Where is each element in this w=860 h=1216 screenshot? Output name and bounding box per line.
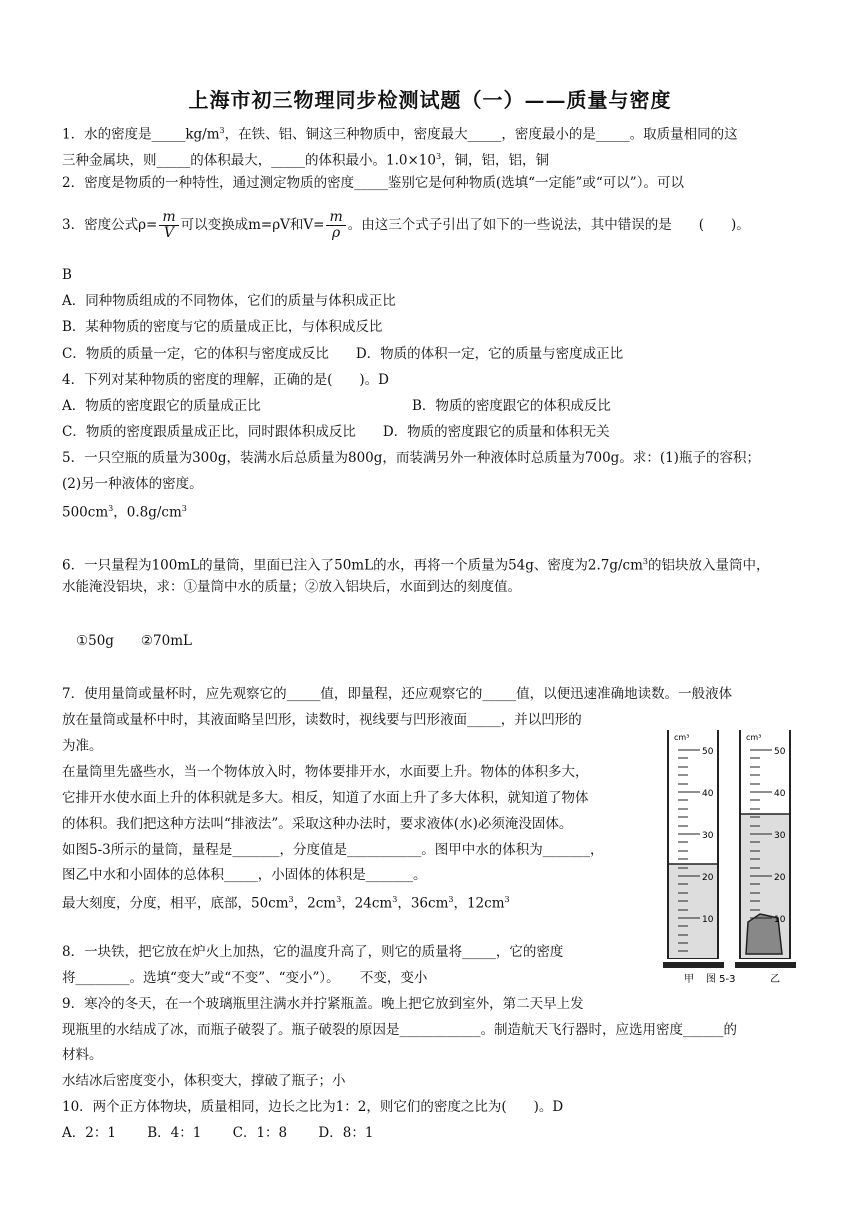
q6-answer: ①50g ②70mL: [76, 633, 192, 649]
q3-text-c: 。由这三个式子引出了如下的一些说法，其中错误的是 ( )。: [347, 217, 750, 233]
question-9-line-3: 材料。: [62, 1047, 103, 1063]
q7-ans-e: ，12cm: [453, 895, 505, 912]
question-7-line-4: 在量筒里先盛些水，当一个物体放入时，物体要排开水，水面要上升。物体的体积多大，: [62, 764, 589, 780]
question-1-line-2: [62, 148, 549, 170]
q7-ans-c: ，24cm: [341, 895, 393, 912]
q5-answer: [62, 500, 187, 522]
question-6-line-1: [62, 553, 770, 575]
tick-label-30: 30: [774, 831, 786, 841]
q6-text-a: 6．一只量程为100mL的量筒，里面已注入了50mL的水，再将一个质量为54g、密度为2.7g/cm: [62, 557, 643, 574]
q3-text-a: 3．密度公式ρ=: [62, 217, 158, 233]
q7-sup: 3: [448, 895, 454, 904]
question-7-line-5: 它排开水使水面上升的体积就是多大。相反，知道了水面上升了多大体积，就知道了物体: [62, 790, 589, 806]
question-1-line-1: [62, 122, 738, 144]
figure-caption: 图 5-3: [706, 974, 736, 985]
q3-option-b: B．某种物质的密度与它的质量成正比，与体积成反比: [62, 319, 383, 335]
question-3-formula-line: [62, 208, 750, 242]
q7-ans-d: ，36cm: [397, 895, 449, 912]
fraction-numerator: m: [159, 210, 178, 226]
unit-label-yi: cm³: [746, 733, 762, 742]
tick-label-30: 30: [702, 831, 714, 841]
figure-5-3: [660, 726, 810, 986]
tick-label-50: 50: [774, 747, 786, 757]
q1-sup: 3: [219, 126, 225, 135]
tick-label-40: 40: [774, 789, 786, 799]
tick-label-50: 50: [702, 747, 714, 757]
q6-sup: 3: [642, 557, 649, 566]
question-7-line-2: 放在量筒或量杯中时，其液面略呈凹形，读数时，视线要与凹形液面_____，并以凹形的: [62, 712, 582, 728]
q1-text-c: 三种金属块，则_____的体积最大，_____的体积最小。1.0×10: [62, 152, 436, 169]
q7-answer: [62, 891, 510, 913]
question-7-line-3: 为准。: [62, 738, 103, 754]
q7-sup: 3: [288, 895, 294, 904]
q10-options: A．2：1 B．4：1 C．1：8 D．8：1: [62, 1125, 374, 1141]
q3-answer: B: [62, 267, 72, 283]
tick-label-10: 10: [702, 915, 714, 925]
fraction-numerator: m: [326, 210, 345, 226]
q3-option-cd: C．物质的质量一定，它的体积与密度成反比 D．物质的体积一定，它的质量与密度成正比: [62, 346, 624, 362]
page-title: 上海市初三物理同步检测试题（一）——质量与密度: [188, 88, 672, 112]
question-6-line-2: 水能淹没铝块，求：①量筒中水的质量；②放入铝块后，水面到达的刻度值。: [62, 579, 521, 595]
question-7-line-8: 图乙中水和小固体的总体积_____，小固体的体积是_______。: [62, 867, 427, 883]
q1-answer: ，铜，铝，铝，铜: [441, 152, 550, 169]
question-7-line-1: 7．使用量筒或量杯时，应先观察它的_____值，即量程，还应观察它的_____值，以便迅速准确地读数。一般液体: [62, 686, 733, 702]
question-5-line-1: 5．一只空瓶的质量为300g，装满水后总质量为800g，而装满另外一种液体时总质量为700g。求：(1)瓶子的容积；: [62, 450, 760, 466]
unit-label-jia: cm³: [674, 733, 690, 742]
q4-option-a: A．物质的密度跟它的质量成正比: [62, 398, 261, 414]
q4-option-cd: C．物质的密度跟质量成正比，同时跟体积成反比 D．物质的密度跟它的质量和体积无关: [62, 424, 610, 440]
fraction-m-over-rho: [326, 210, 345, 241]
question-2: 2．密度是物质的一种特性，通过测定物质的密度_____鉴别它是何种物质(选填“一定能”或“可以”）。可以: [62, 175, 684, 191]
q7-ans-b: ，2cm: [293, 895, 337, 912]
q4-option-b: B．物质的密度跟它的体积成反比: [412, 398, 611, 414]
question-8-line-2: 将________。选填“变大”或“不变”、“变小”）。 不变，变小: [62, 970, 428, 986]
q5-sup-2: 3: [181, 504, 187, 513]
tick-label-40: 40: [702, 789, 714, 799]
tick-label-20: 20: [774, 873, 786, 883]
graduated-cylinders-illustration: [660, 726, 810, 986]
q7-ans-a: 最大刻度，分度，相平，底部，50cm: [62, 895, 289, 912]
q5-answer-a: 500cm: [62, 504, 109, 521]
q1-text-b: ，在铁、铝、铜这三种物质中，密度最大_____，密度最小的是_____。取质量相同的这: [224, 126, 738, 143]
label-yi: 乙: [770, 974, 780, 985]
question-8-line-1: 8．一块铁，把它放在炉火上加热，它的温度升高了，则它的质量将_____，它的密度: [62, 944, 564, 960]
tick-label-10: 10: [774, 915, 786, 925]
cylinder-jia: [663, 730, 724, 968]
question-9-line-2: 现瓶里的水结成了冰，而瓶子破裂了。瓶子破裂的原因是____________。制造航天飞行器时，应选用密度______的: [62, 1022, 737, 1038]
q7-sup: 3: [336, 895, 342, 904]
question-7-line-6: 的体积。我们把这种方法叫“排液法”。采取这种办法时，要求液体(水)必须淹没固体。: [62, 816, 573, 832]
q3-text-b: 可以变换成m=ρV和V=: [180, 217, 325, 233]
tick-label-20: 20: [702, 873, 714, 883]
q3-option-a: A．同种物质组成的不同物体，它们的质量与体积成正比: [62, 293, 396, 309]
cylinder-yi: [735, 730, 796, 968]
q7-sup: 3: [392, 895, 398, 904]
question-4: 4．下列对某种物质的密度的理解，正确的是( )。D: [62, 372, 389, 388]
fraction-denominator: ρ: [332, 225, 341, 241]
q1-text-a: 1．水的密度是_____kg/m: [62, 126, 220, 143]
q7-sup: 3: [504, 895, 510, 904]
fraction-m-over-v: [159, 210, 178, 241]
question-5-line-2: (2)另一种液体的密度。: [62, 476, 203, 492]
q9-answer: 水结冰后密度变小，体积变大，撑破了瓶子；小: [62, 1073, 346, 1089]
q5-sup: 3: [108, 504, 114, 513]
q1-sup-2: 3: [435, 152, 442, 161]
question-7-line-7: 如图5-3所示的量筒，量程是_______，分度值是___________。图甲中水的体积为_______，: [62, 842, 604, 858]
label-jia: 甲: [684, 974, 694, 985]
q6-text-b: 的铝块放入量筒中，: [648, 557, 770, 574]
question-10: 10．两个正方体物块，质量相同，边长之比为1：2，则它们的密度之比为( )。D: [62, 1099, 564, 1115]
question-9-line-1: 9．寒冷的冬天，在一个玻璃瓶里注满水并拧紧瓶盖。晚上把它放到室外，第二天早上发: [62, 996, 584, 1012]
q5-answer-b: ，0.8g/cm: [113, 504, 182, 521]
fraction-denominator: V: [163, 225, 175, 241]
